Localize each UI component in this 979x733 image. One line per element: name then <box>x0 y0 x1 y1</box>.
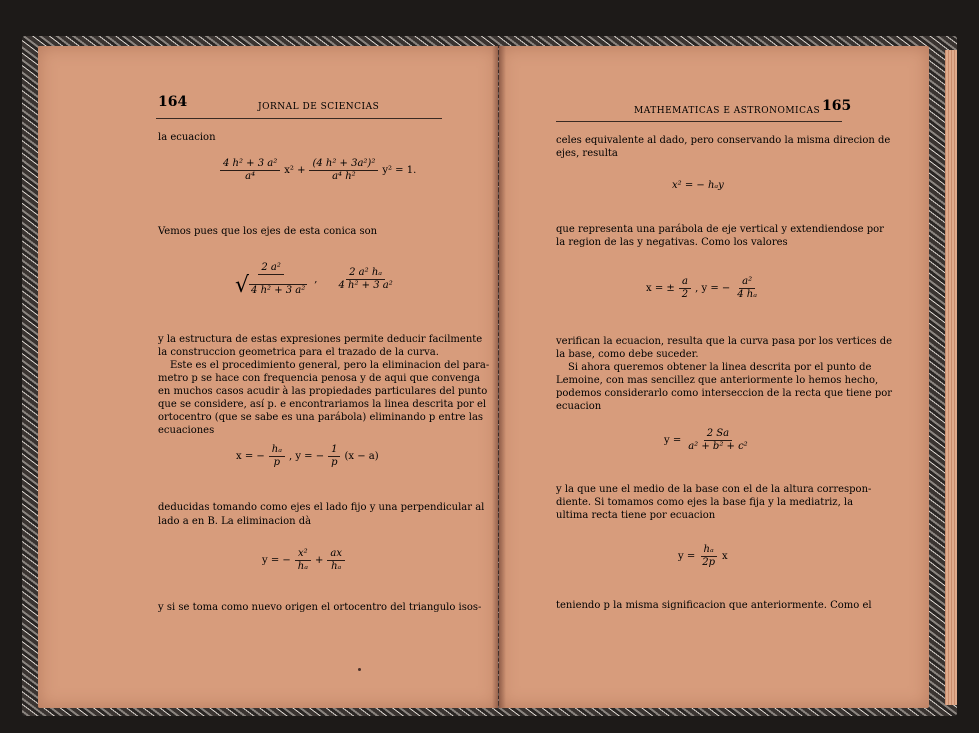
frac-num: hₐ <box>701 544 717 557</box>
right-line: ecuacion <box>556 401 602 412</box>
frac-den: hₐ <box>297 561 308 572</box>
left-line: Vemos pues que los ejes de esta conica son <box>158 226 378 237</box>
frac-num: 2 a² <box>258 262 284 275</box>
right-running-header: MATHEMATICAS E ASTRONOMICAS <box>634 106 821 116</box>
frac-num: hₐ <box>269 444 285 457</box>
left-line: que se considere, así p. e encontrariamos la linea descrita por el <box>158 399 487 410</box>
right-line: Lemoine, con mas sencillez que anteriormente lo hemos hecho, <box>556 375 879 386</box>
left-line: deducidas tomando como ejes el lado fijo y una perpendicular al <box>158 502 485 513</box>
frac-den: 2p <box>702 557 715 568</box>
formula-term: + <box>314 555 324 566</box>
formula-term: (x − a) <box>344 451 379 462</box>
left-formula-axes <box>232 262 396 297</box>
frac-num: a <box>679 276 691 289</box>
frac-num: (4 h² + 3a²)² <box>309 158 378 171</box>
left-page-number: 164 <box>158 94 188 110</box>
frac-den: a⁴ <box>245 171 256 182</box>
right-line: ultima recta tiene por ecuacion <box>556 510 716 521</box>
frac-num: x² <box>295 548 311 561</box>
sqrt-expression: √ 4 h² + 3 a² <box>235 273 306 298</box>
right-line: verifican la ecuacion, resulta que la curva pasa por los vertices de <box>556 336 893 347</box>
right-formula-parabola <box>672 180 724 191</box>
left-line: metro p se hace con frequencia penosa y de aqui que convenga <box>158 373 481 384</box>
left-formula-elimination <box>262 548 345 573</box>
frac-den: a⁴ h² <box>332 171 356 182</box>
formula-term: x = − <box>236 451 265 462</box>
right-line: diente. Si tomamos como ejes la base fija y la mediatriz, la <box>556 497 854 508</box>
left-header-rule <box>156 118 442 119</box>
formula-term: x = ± <box>646 283 675 294</box>
frac-num: 4 h² + 3 a² <box>220 158 280 171</box>
left-line: ortocentro (que se sabe es una parábola) eliminando p entre las <box>158 412 484 423</box>
left-line: Este es el procedimiento general, pero la eliminacion del para- <box>170 360 490 371</box>
formula-term: x² + <box>284 165 306 176</box>
frac-den: p <box>331 457 338 468</box>
formula-term: , y = − <box>288 451 325 462</box>
right-line: y la que une el medio de la base con el de la altura correspon- <box>556 484 872 495</box>
right-line: ejes, resulta <box>556 148 618 159</box>
left-line: y la estructura de estas expresiones permite deducir facilmente <box>158 334 483 345</box>
right-formula-lemoine <box>664 428 751 453</box>
right-line: la region de las y negativas. Como los valores <box>556 237 788 248</box>
frac-num: 1 <box>328 444 340 457</box>
formula-term: y = <box>678 551 696 562</box>
right-line: celes equivalente al dado, pero conservando la misma direcion de <box>556 135 891 146</box>
frac-den: a² + b² + c² <box>688 441 748 452</box>
formula-term: y² = 1. <box>382 165 417 176</box>
formula-term: , y = − <box>695 283 731 294</box>
frac-den: 4 hₐ <box>737 289 758 300</box>
right-line: Si ahora queremos obtener la linea descrita por el punto de <box>568 362 872 373</box>
frac-num: ax <box>327 548 345 561</box>
right-line: teniendo p la misma significacion que anteriormente. Como el <box>556 600 872 611</box>
frac-den: hₐ <box>331 561 342 572</box>
right-header-rule <box>556 121 842 122</box>
right-formula-line <box>678 544 728 569</box>
right-line: podemos considerarlo como interseccion de la recta que tiene por <box>556 388 893 399</box>
frac-den: 4 h² + 3 a² <box>338 280 393 291</box>
left-line: en muchos casos acudir à las propiedades particulares del punto <box>158 386 488 397</box>
left-line: la construccion geometrica para el trazado de la curva. <box>158 347 439 358</box>
formula-text: x² = − hₐy <box>672 180 724 191</box>
frac-num: 2 Sa <box>704 428 732 441</box>
left-formula-orthocentre <box>236 444 379 469</box>
left-running-header: JORNAL DE SCIENCIAS <box>258 102 380 112</box>
right-page-number: 165 <box>822 98 852 114</box>
left-formula-conic <box>220 158 416 183</box>
left-line: y si se toma como nuevo origen el ortocentro del triangulo isos- <box>158 602 482 613</box>
frac-den: 2 <box>681 289 689 300</box>
right-line: la base, como debe suceder. <box>556 349 699 360</box>
left-line: ecuaciones <box>158 425 215 436</box>
page-speck <box>358 668 361 671</box>
right-line: que representa una parábola de eje vertical y extendiendose por <box>556 224 884 235</box>
book-gutter <box>492 46 506 708</box>
formula-term: y = − <box>262 555 291 566</box>
page-stack-edge <box>945 50 957 705</box>
left-line: lado a en B. La eliminacion dà <box>158 516 312 527</box>
sqrt-radicand: 4 h² + 3 a² <box>251 285 306 296</box>
left-line: la ecuacion <box>158 132 216 143</box>
right-formula-values <box>646 276 760 301</box>
frac-num: a² <box>739 276 755 289</box>
frac-den: p <box>273 457 281 468</box>
formula-term: x <box>721 551 728 562</box>
formula-separator: , <box>314 274 318 285</box>
formula-term: y = <box>664 435 682 446</box>
frac-num: 2 a² hₐ <box>346 267 385 280</box>
